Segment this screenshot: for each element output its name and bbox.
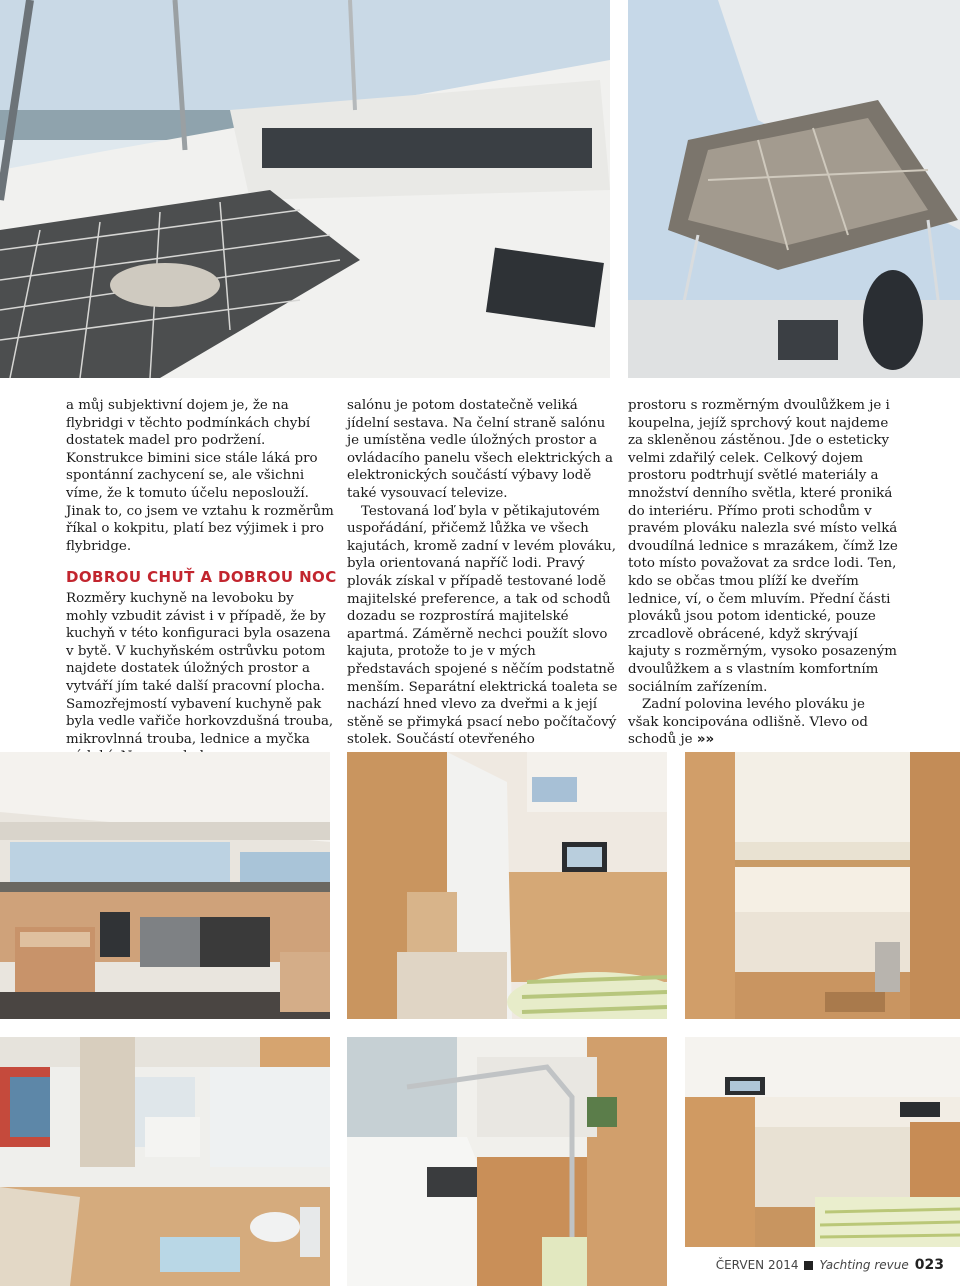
section-heading: DOBROU CHUŤ A DOBROU NOC [66,568,337,587]
photo-catamaran-foredeck [0,0,610,378]
photo-aft-cabin [685,1037,960,1247]
photo-galley [0,752,330,1019]
paragraph-text: Zadní polovina levého plováku je však koncipována odlišně. Vlevo od schodů je [628,697,868,748]
photo-companionway-stairs [347,1037,667,1286]
photo-flybridge-bimini [628,0,960,378]
continue-mark: »» [696,732,715,748]
page-footer [716,1257,944,1273]
page-number: 023 [914,1257,944,1273]
paragraph: prostoru s rozměrným dvoulůžkem je i koupelna, jejíž sprchový kout najdeme za skleněnou zástěnou. Jde o esteticky velmi zdařilý celek. Celkový dojem prostoru podtrhují světlé materiály a množství denního světla, které proniká do interiéru. Přímo proti schodům v pravém plováku nalezla své místo velká dvoudílná lednice s mrazákem, čímž lze toto místo považovat za srdce lodi. Ten, kdo se občas tmou plíží ke dveřím lednice, ví, o čem mluvím. Přední části plováků jsou potom identické, pouze zrcadlově obrácené, když skrývají kajuty s rozměrným, vysoko posazeným dvoulůžkem a s vlastním komfortním sociálním zařízením. [628,398,898,695]
issue-date: ČERVEN 2014 [715,1258,799,1272]
paragraph: a můj subjektivní dojem je, že na flybridgi v těchto podmínkách chybí dostatek madel pro podržení. Konstrukce bimini sice stále láká pro spontánní zachycení se, ale všichni víme, že k tomuto účelu neposlouží. Jinak to, co jsem ve vztahu k rozměrům říkal o kokpitu, platí bez výjimek i pro flybridge. [66,398,334,554]
paragraph: Rozměry kuchyně na levoboku by mohly vzbudit závist i v případě, že by kuchyň v této konfiguraci byla osazena v bytě. V kuchyňském ostrůvku potom najdete dostatek úložných prostor a vytváří jím také další pracovní plocha. Samozřejmostí vybavení kuchyně pak byla vedle vařiče horkovzdušná trouba, mikrovlnná trouba, lednice a myčka [66,590,334,747]
photo-salon-dining [0,1037,330,1286]
paragraph: Testovaná loď byla v pětikajutovém uspořádání, přičemž lůžka ve všech kajutách, kromě zadní v levém plováku, byla orientovaná napříč lodi. Pravý plovák získal v případě testované lodě majitelské preference, a tak od schodů dozadu se rozprostírá majitelské apartmá. Záměrně nechci použít slovo kajuta, protože to je v mých představách spojené s něčím podstatně menším. Separátní elektrická toaleta se nachází hned vlevo za dveřmi a k její stěně se přimyká psací nebo počítačový stolek. Součástí otevřeného [347,503,618,748]
separator-square-icon [804,1261,813,1270]
text-column-3 [628,397,898,749]
paragraph [628,696,898,749]
photo-bathroom-door [347,752,667,1019]
paragraph: salónu je potom dostatečně veliká jídelní sestava. Na čelní straně salónu je umístěna vedle úložných prostor a ovládacího panelu všech elektrických a elektronických součástí výbavy lodě také vysouvací televize. [347,398,614,501]
photo-bunk-cabin [685,752,960,1019]
text-column-2 [347,397,619,749]
magazine-name: Yachting revue [819,1258,909,1272]
text-column-1 [66,397,338,766]
